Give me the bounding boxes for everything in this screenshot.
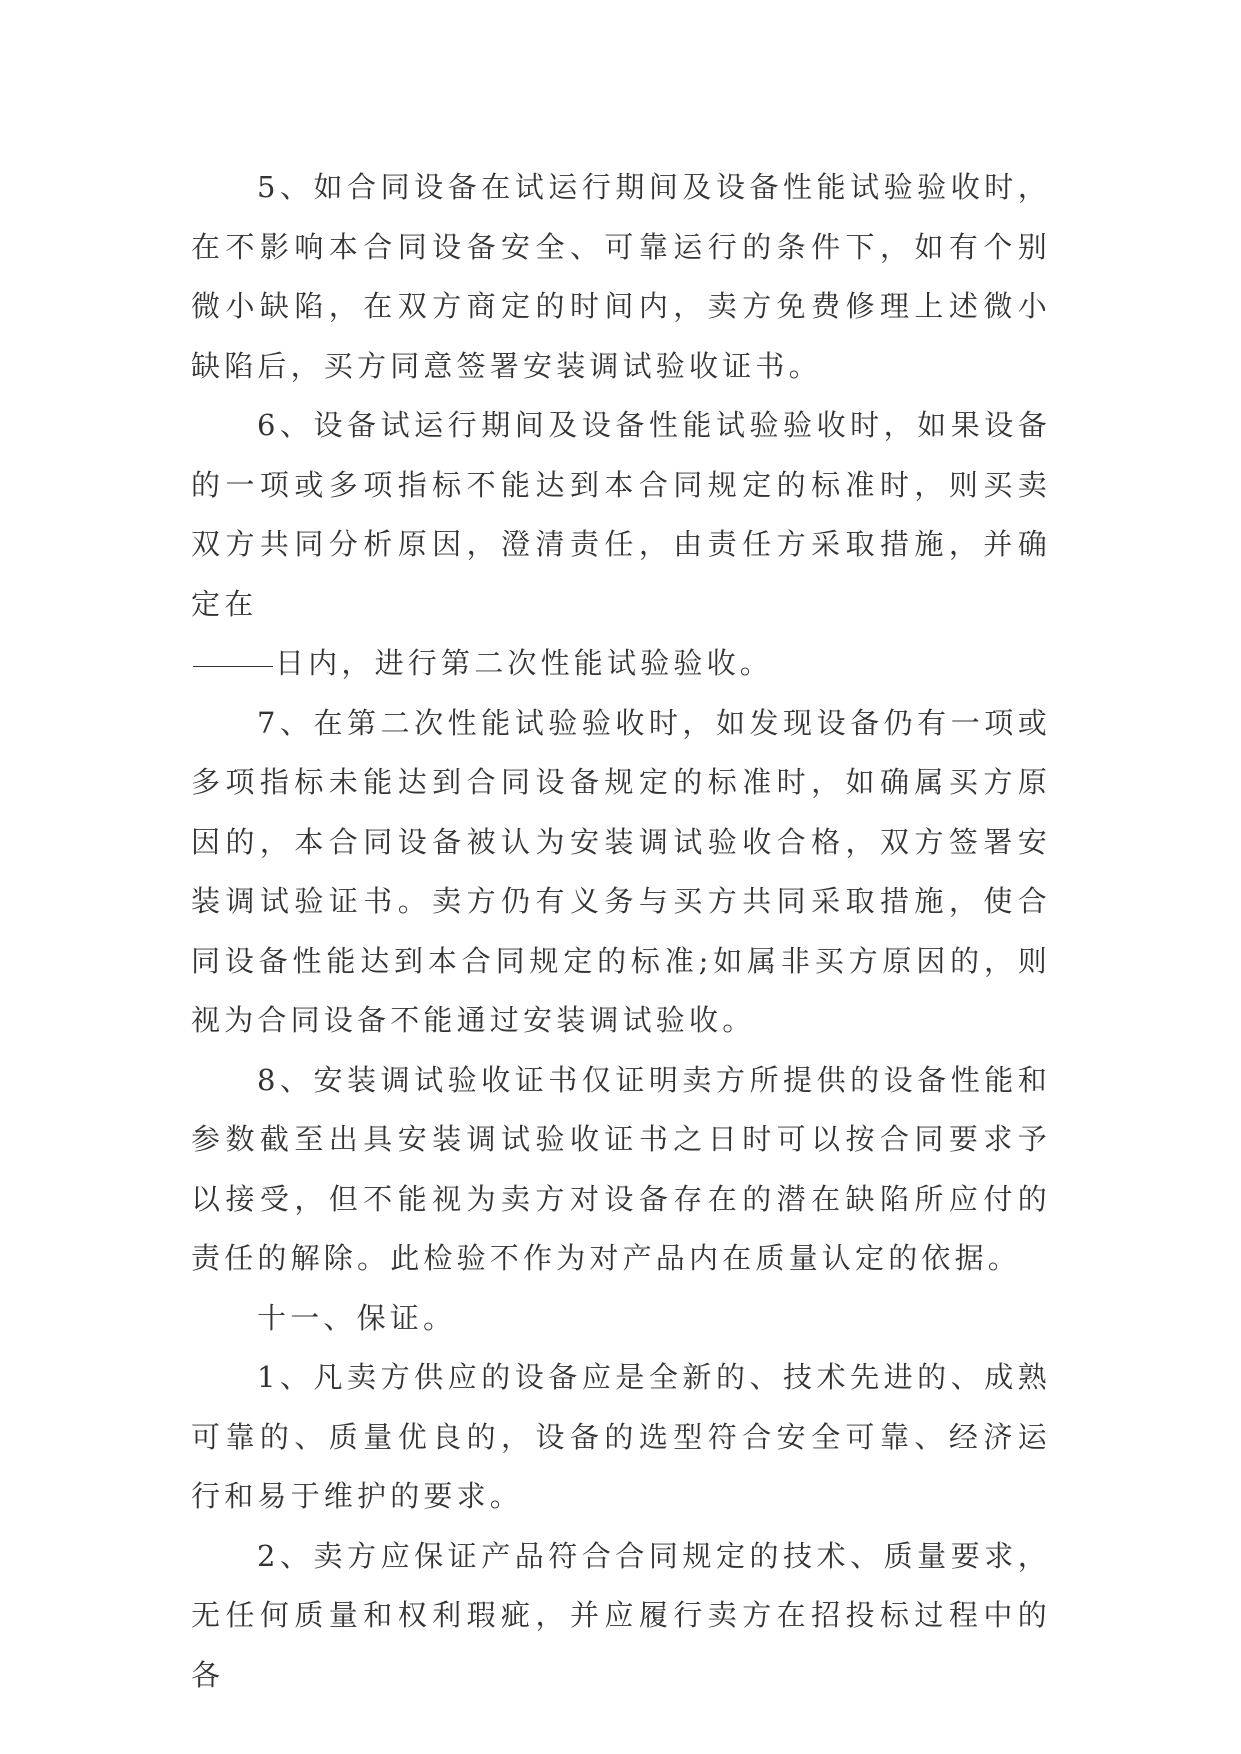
clause-6-text-after-blank: 日内，进行第二次性能试验验收。: [275, 646, 774, 680]
warranty-2-paragraph: 2、卖方应保证产品符合合同规定的技术、质量要求，无任何质量和权利瑕疵，并应履行卖方在招投标过程中的各: [191, 1538, 1051, 1692]
clause-6-paragraph: [191, 396, 1051, 694]
warranty-1-paragraph: 1、凡卖方供应的设备应是全新的、技术先进的、成熟可靠的、质量优良的，设备的选型符合安全可靠、经济运行和易于维护的要求。: [191, 1360, 1051, 1513]
clause-7-paragraph: 7、在第二次性能试验验收时，如发现设备仍有一项或多项指标未能达到合同设备规定的标准时，如确属买方原因的，本合同设备被认为安装调试验收合格，双方签署安装调试验证书。卖方仍有义务与买方共同采取措施，使合同设备性能达到本合同规定的标准;如属非买方原因的，则视为合同设备不能通过安装调试验收。: [191, 705, 1051, 1037]
section-heading-warranty: 十一、保证。: [257, 1300, 457, 1335]
clause-8-paragraph: 8、安装调试验收证书仅证明卖方所提供的设备性能和参数截至出具安装调试验收证书之日时可以按合同要求予以接受，但不能视为卖方对设备存在的潜在缺陷所应付的责任的解除。此检验不作为对产品内在质量认定的依据。: [191, 1062, 1051, 1275]
clause-5-paragraph: 5、如合同设备在试运行期间及设备性能试验验收时，在不影响本合同设备安全、可靠运行的条件下，如有个别微小缺陷，在双方商定的时间内，卖方免费修理上述微小缺陷后，买方同意签署安装调试验收证书。: [191, 170, 1051, 383]
clause-6-text: 6、设备试运行期间及设备性能试验验收时，如果设备的一项或多项指标不能达到本合同规定的标准时，则买卖双方共同分析原因，澄清责任，由责任方采取措施，并确定在: [191, 408, 1051, 621]
fill-in-blank: [193, 665, 273, 667]
document-body: [191, 158, 1051, 1705]
